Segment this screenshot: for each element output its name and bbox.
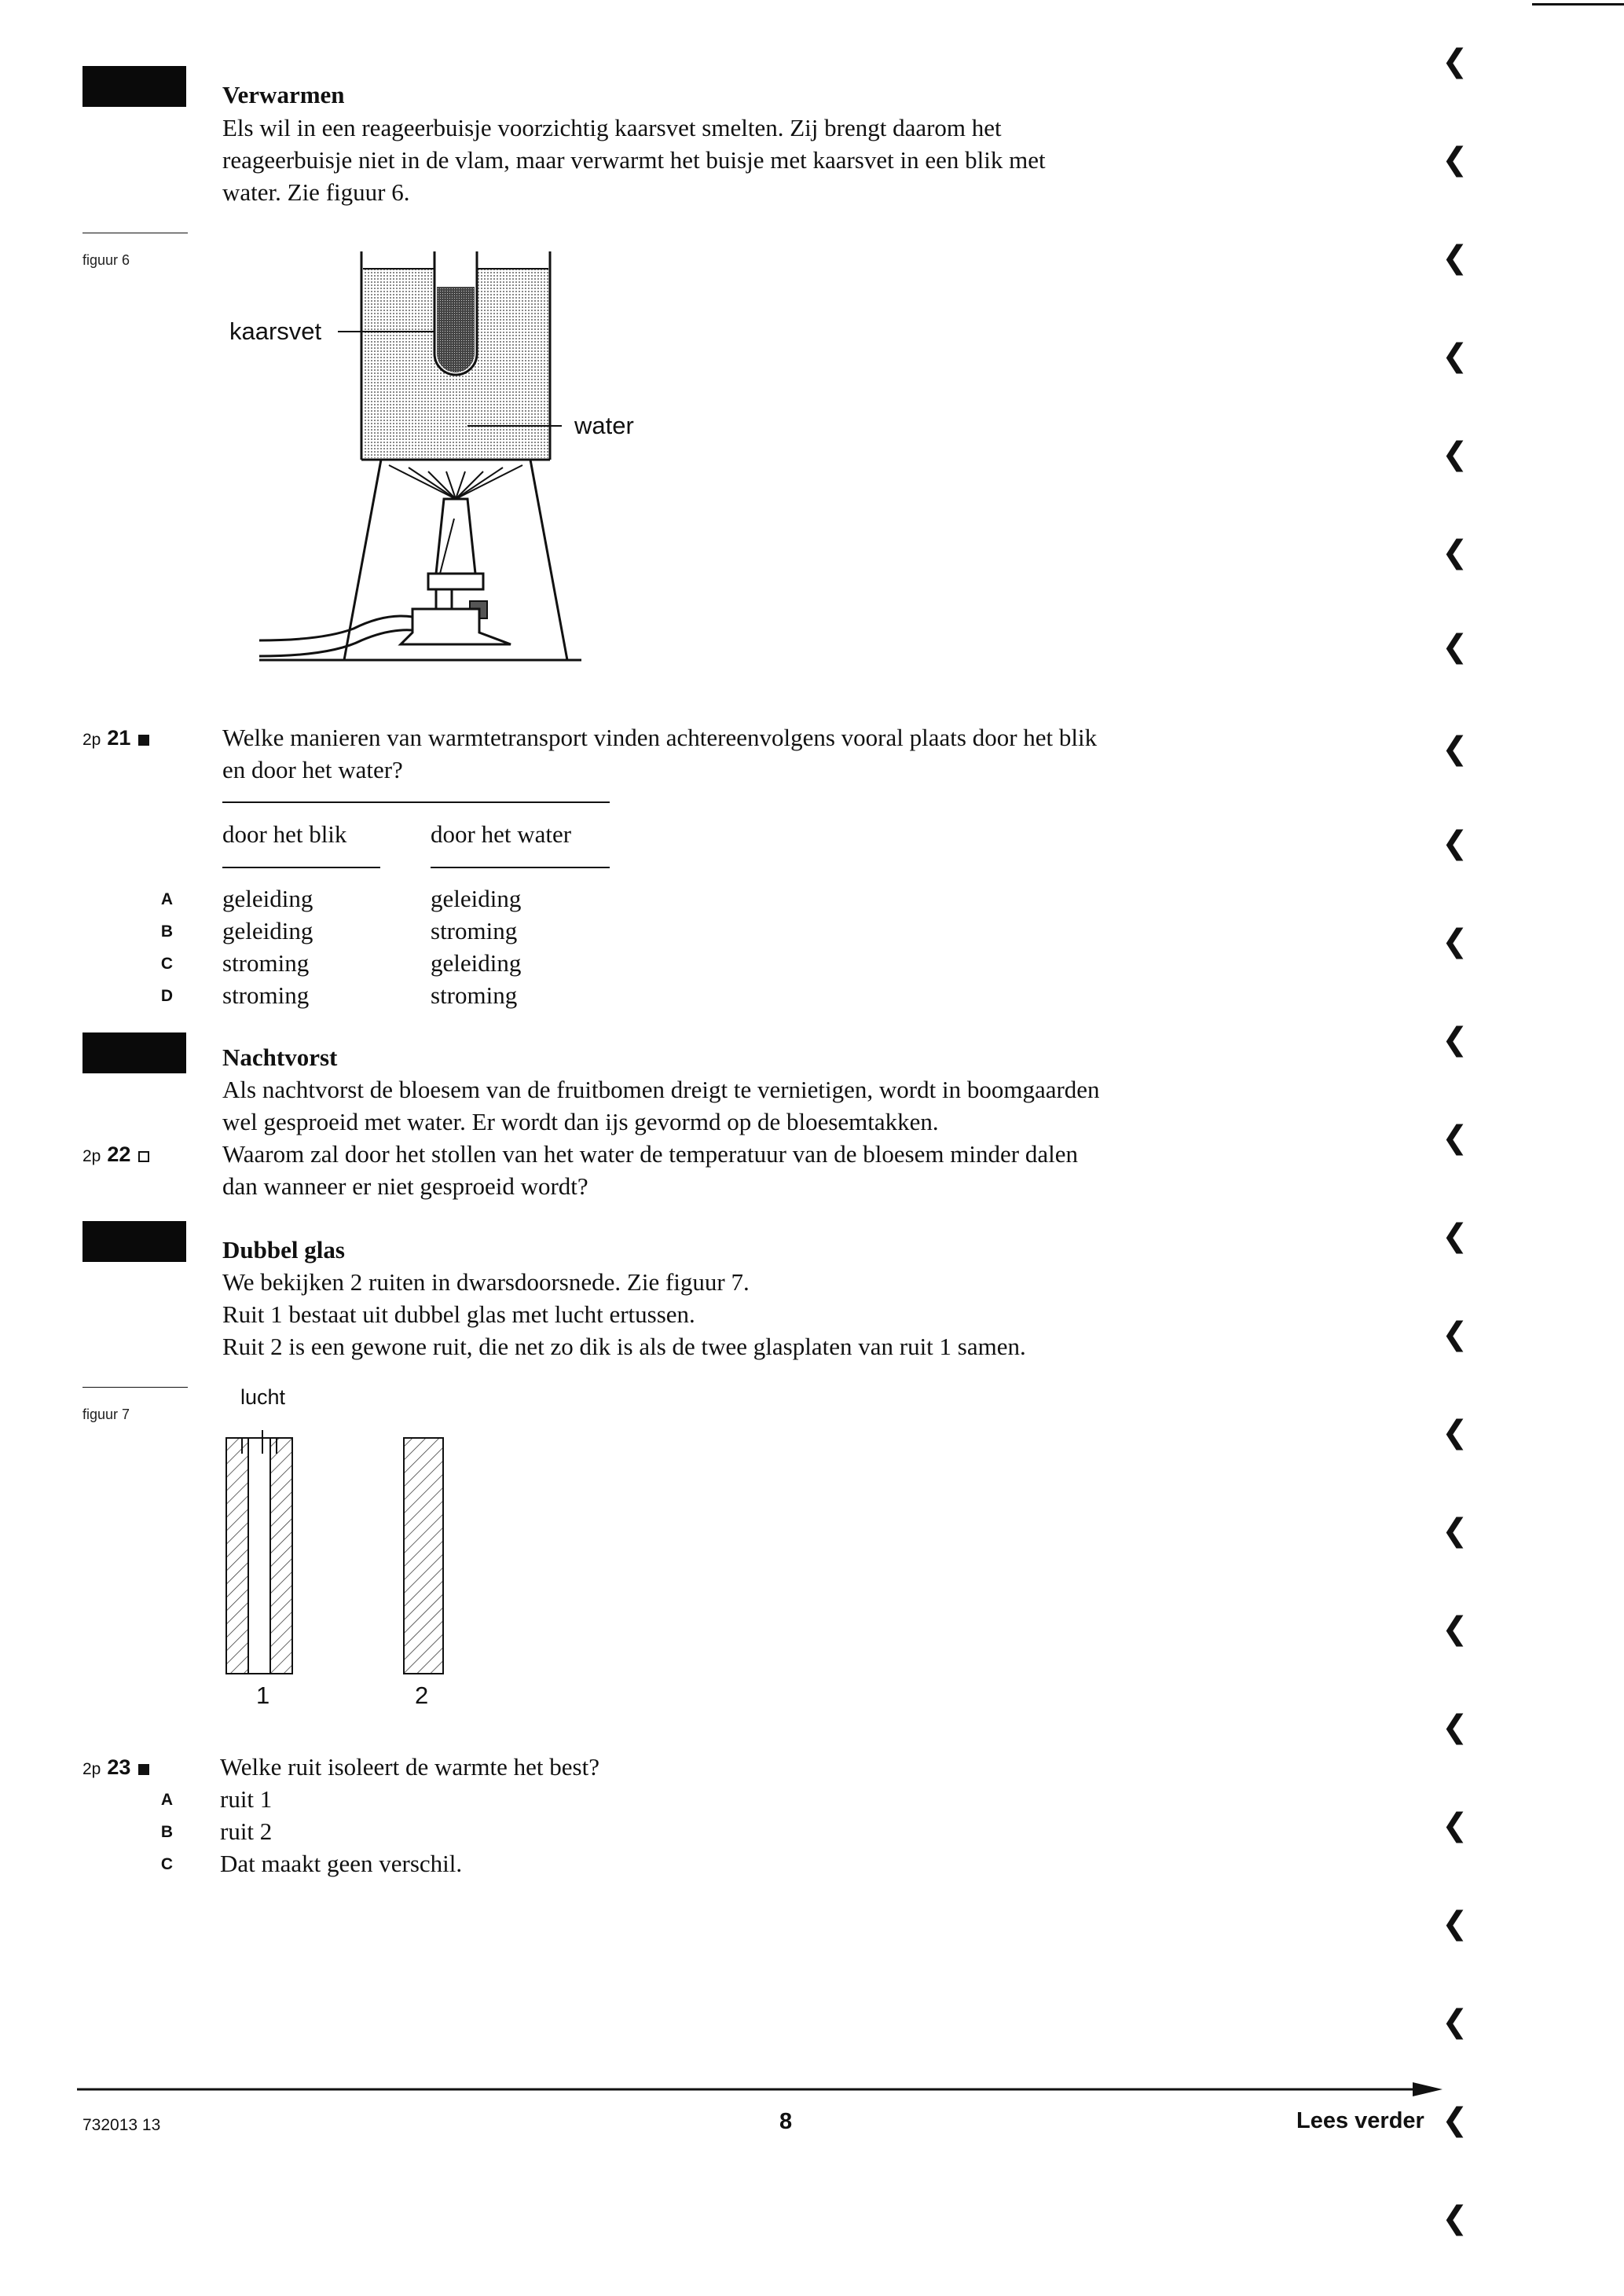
nachtvorst-line-1: Als nachtvorst de bloesem van de fruitbomen dreigt te vernietigen, wordt in boomgaarden — [222, 1076, 1100, 1103]
binder-hole-icon: ❮ — [1442, 629, 1468, 665]
label-lucht: lucht — [240, 1385, 286, 1409]
binder-hole-icon: ❮ — [1442, 240, 1468, 276]
footer-code: 732013 13 — [82, 2116, 161, 2134]
binder-hole-icon: ❮ — [1442, 731, 1468, 767]
binder-hole-icon: ❮ — [1442, 338, 1468, 374]
option-letter: A — [160, 890, 173, 908]
binder-hole-icon: ❮ — [1442, 1316, 1468, 1352]
nachtvorst-line-2: wel gesproeid met water. Er wordt dan ijs gevormd op de bloesemtakken. — [222, 1108, 939, 1135]
option-b-blik: geleiding — [222, 917, 313, 944]
option-d-water: stroming — [431, 981, 518, 1009]
table-top-rule — [222, 801, 610, 803]
option-a-water: geleiding — [431, 885, 522, 912]
question-23-number: 2p 23 — [82, 1755, 149, 1780]
binder-hole-icon: ❮ — [1442, 141, 1468, 178]
q21-line-1: Welke manieren van warmtetransport vinden achtereenvolgens vooral plaats door het blik — [222, 724, 1098, 751]
binder-hole-icon: ❮ — [1442, 1905, 1468, 1942]
binder-hole-icon: ❮ — [1442, 2004, 1468, 2040]
glas-line-3: Ruit 2 is een gewone ruit, die net zo dik is als de twee glasplaten van ruit 1 samen. — [222, 1333, 1026, 1360]
binder-hole-icon: ❮ — [1442, 2200, 1468, 2236]
q22-line-2: dan wanneer er niet gesproeid wordt? — [222, 1172, 588, 1200]
label-kaarsvet: kaarsvet — [229, 317, 322, 345]
option-letter: B — [160, 1823, 173, 1841]
section-marker — [82, 1032, 186, 1073]
section-title-nachtvorst: Nachtvorst — [222, 1043, 338, 1071]
binder-hole-icon: ❮ — [1442, 436, 1468, 472]
label-ruit-2: 2 — [415, 1682, 429, 1709]
q23-option-a: ruit 1 — [220, 1785, 273, 1813]
question-22-number: 2p 22 — [82, 1142, 149, 1167]
next-page-label: Lees verder — [1296, 2108, 1424, 2133]
section-marker — [82, 1221, 186, 1262]
q22-line-1: Waarom zal door het stollen van het water de temperatuur van de bloesem minder dalen — [222, 1140, 1078, 1168]
binder-hole-icon: ❮ — [1442, 1414, 1468, 1451]
binder-hole-icon: ❮ — [1442, 1218, 1468, 1254]
binder-hole-icon: ❮ — [1442, 923, 1468, 959]
option-a-blik: geleiding — [222, 885, 313, 912]
q23-option-b: ruit 2 — [220, 1817, 273, 1845]
intro-line-2: reageerbuisje niet in de vlam, maar verwarmt het buisje met kaarsvet in een blik met — [222, 146, 1046, 174]
corner-mark — [1532, 3, 1624, 6]
binder-hole-icon: ❮ — [1442, 1807, 1468, 1843]
binder-hole-icon: ❮ — [1442, 1120, 1468, 1156]
filled-square-icon — [138, 1764, 149, 1775]
figure-6-diagram — [251, 244, 660, 668]
option-letter: A — [160, 1791, 173, 1809]
q23-option-c: Dat maakt geen verschil. — [220, 1850, 463, 1877]
q21-line-2: en door het water? — [222, 756, 403, 783]
option-b-water: stroming — [431, 917, 518, 944]
footer-arrow-line — [77, 2078, 1444, 2101]
binder-hole-icon: ❮ — [1442, 1709, 1468, 1745]
page-number: 8 — [779, 2109, 793, 2134]
option-letter: C — [160, 955, 173, 973]
intro-line-3: water. Zie figuur 6. — [222, 178, 410, 206]
option-letter: B — [160, 922, 173, 941]
option-letter: D — [160, 987, 173, 1005]
option-letter: C — [160, 1855, 173, 1873]
section-title-dubbel-glas: Dubbel glas — [222, 1236, 345, 1264]
binder-hole-icon: ❮ — [1442, 534, 1468, 570]
binder-hole-icon: ❮ — [1442, 1611, 1468, 1647]
question-21-number: 2p 21 — [82, 726, 149, 750]
table-header-rule-1 — [222, 867, 380, 868]
open-square-icon — [138, 1151, 149, 1162]
option-c-water: geleiding — [431, 949, 522, 977]
glas-line-1: We bekijken 2 ruiten in dwarsdoorsnede. Zie figuur 7. — [222, 1268, 750, 1296]
section-title-verwarmen: Verwarmen — [222, 81, 345, 108]
binder-hole-icon: ❮ — [1442, 2102, 1468, 2138]
figure-6-label: figuur 6 — [82, 252, 130, 268]
binder-hole-icon: ❮ — [1442, 1021, 1468, 1058]
filled-square-icon — [138, 735, 149, 746]
q23-text: Welke ruit isoleert de warmte het best? — [220, 1753, 599, 1781]
intro-line-1: Els wil in een reageerbuisje voorzichtig kaarsvet smelten. Zij brengt daarom het — [222, 114, 1002, 141]
binder-hole-icon: ❮ — [1442, 825, 1468, 861]
binder-hole-icon: ❮ — [1442, 1513, 1468, 1549]
label-water: water — [574, 412, 634, 439]
figure-7-diagram — [220, 1430, 456, 1682]
figure-rule — [82, 1387, 188, 1388]
table-header-rule-2 — [431, 867, 610, 868]
label-ruit-1: 1 — [256, 1682, 270, 1709]
option-c-blik: stroming — [222, 949, 310, 977]
binder-hole-icon: ❮ — [1442, 43, 1468, 79]
table-header-water: door het water — [431, 820, 572, 848]
table-header-blik: door het blik — [222, 820, 347, 848]
figure-7-label: figuur 7 — [82, 1407, 130, 1422]
section-marker — [82, 66, 186, 107]
glas-line-2: Ruit 1 bestaat uit dubbel glas met lucht ertussen. — [222, 1300, 695, 1328]
option-d-blik: stroming — [222, 981, 310, 1009]
